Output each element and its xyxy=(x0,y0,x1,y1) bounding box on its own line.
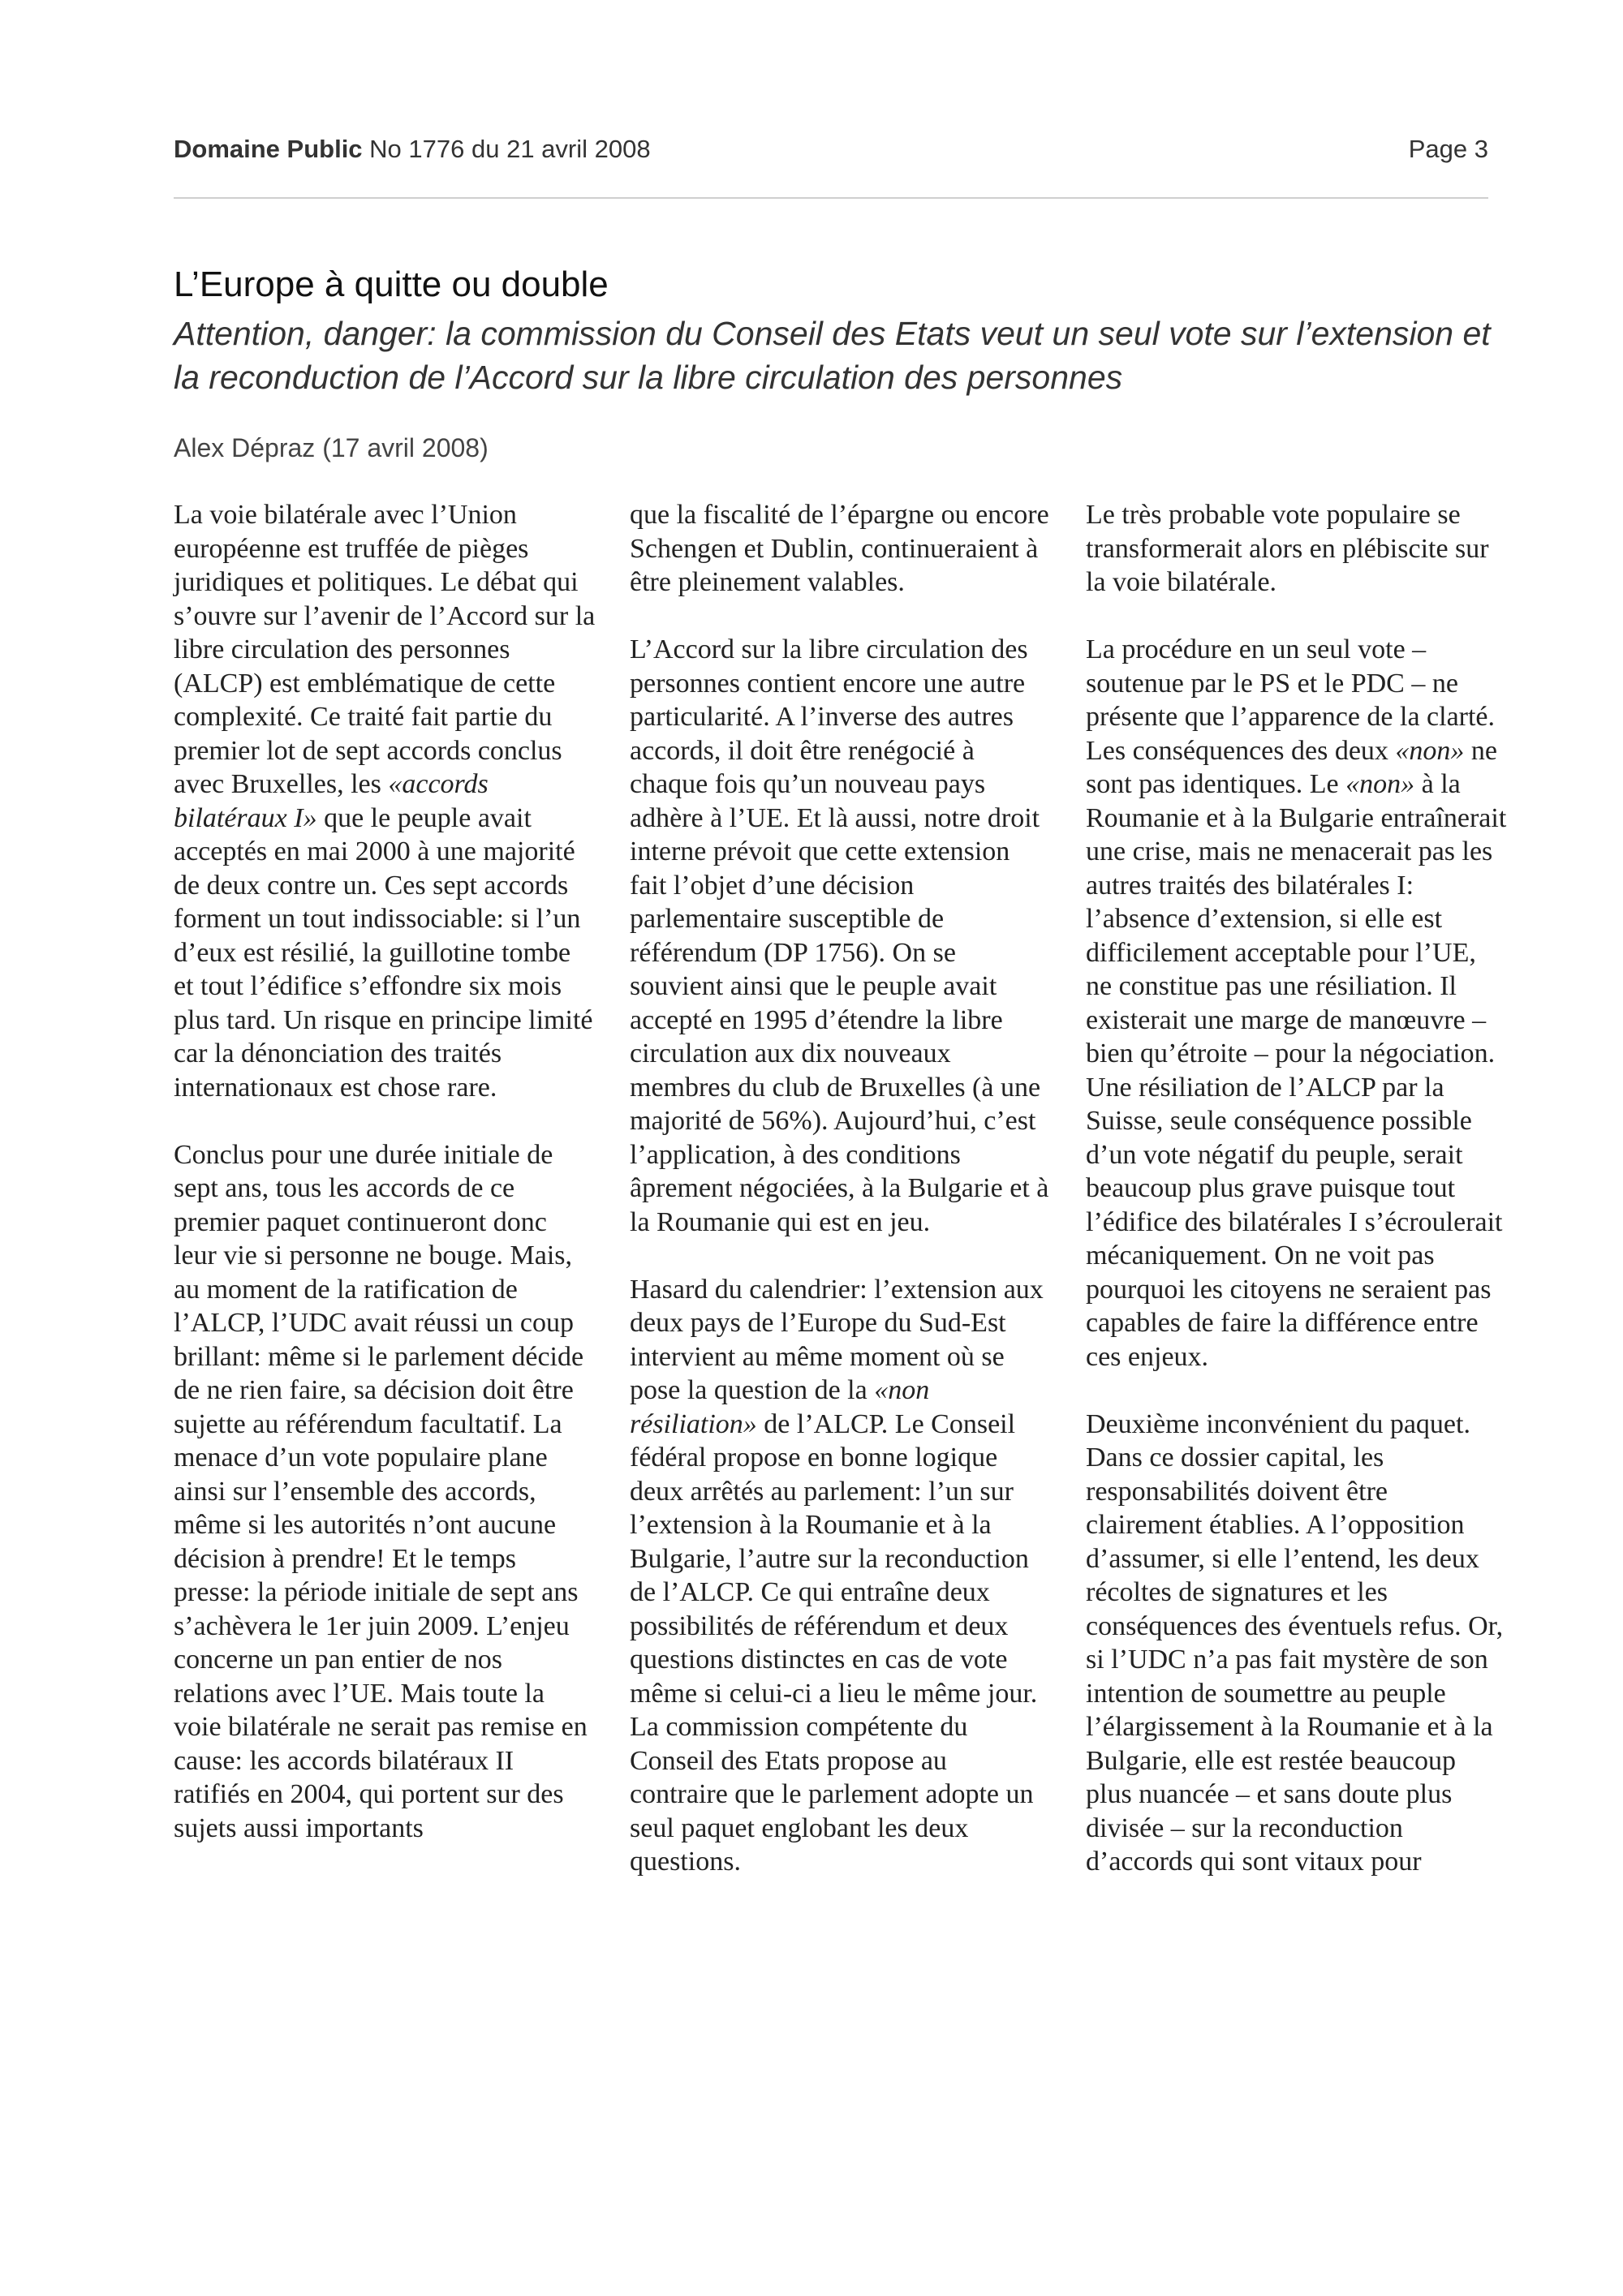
paragraph: Conclus pour une durée initiale de sept ans, tous les accords de ce premier paquet continueront donc leur vie si personne ne bouge. Mais, au moment de la ratification de l’ALCP, l’UDC avait réussi un coup brillant: même si le parlement décide de ne rien faire, sa décision doit être sujette au référendum facultatif. La menace d’un vote populaire plane ainsi sur l’ensemble des accords, même si les autorités n’ont aucune décision à prendre! Et le temps presse: la période initiale de sept ans s’achèvera le 1er juin 2009. L’enjeu concerne un pan entier de nos relations avec l’UE. Mais toute la voie bilatérale ne serait pas remise en cause: les accords bilatéraux II ratifiés en 2004, qui portent sur des sujets aussi importants xyxy=(174,1139,588,1843)
article-byline: Alex Dépraz (17 avril 2008) xyxy=(174,433,489,462)
header-divider xyxy=(174,197,1488,199)
page-header xyxy=(174,135,1488,170)
text-column-2 xyxy=(630,498,1052,1879)
quoted-term: «non» xyxy=(1345,769,1415,799)
quoted-term: «accords bilatéraux I» xyxy=(174,769,489,833)
paragraph: Deuxième inconvénient du paquet. Dans ce dossier capital, les responsabilités doivent être clairement établies. A l’opposition d’assumer, si elle l’entend, les deux récoltes de signatures et les conséquences des éventuels refus. Or, si l’UDC n’a pas fait mystère de son intention de soumettre au peuple l’élargissement à la Roumanie et à la Bulgarie, elle est restée beaucoup plus nuancée – et sans doute plus divisée – sur la reconduction d’accords qui sont vitaux pour xyxy=(1086,1408,1504,1877)
page-number: Page 3 xyxy=(1408,135,1488,163)
paragraph: Hasard du calendrier: l’extension aux deux pays de l’Europe du Sud-Est intervient au même moment où se pose la question de la «non résiliation» de l’ALCP. Le Conseil fédéral propose en bonne logique deux arrêtés au parlement: l’un sur l’extension à la Roumanie et à la Bulgarie, l’autre sur la reconduction de l’ALCP. Ce qui entraîne deux possibilités de référendum et deux questions distinctes en cas de vote même si celui-ci a lieu le même jour. La commission compétente du Conseil des Etats propose au contraire que le parlement adopte un seul paquet englobant les deux questions. xyxy=(630,1274,1044,1877)
quoted-term: «non» xyxy=(1395,735,1465,766)
paragraph: La voie bilatérale avec l’Union européenne est truffée de pièges juridiques et politiques. Le débat qui s’ouvre sur l’avenir de l’Accord sur la libre circulation des personnes (ALCP) est emblématique de cette complexité. Ce traité fait partie du premier lot de sept accords conclus avec Bruxelles, les «accords bilatéraux I» que le peuple avait acceptés en mai 2000 à une majorité de deux contre un. Ces sept accords forment un tout indissociable: si l’un d’eux est résilié, la guillotine tombe et tout l’édifice s’effondre six mois plus tard. Un risque en principe limité car la dénonciation des traités internationaux est chose rare. xyxy=(174,500,596,1103)
text-column-1 xyxy=(174,498,596,1845)
paragraph: L’Accord sur la libre circulation des personnes contient encore une autre particularité. A l’inverse des autres accords, il doit être renégocié à chaque fois qu’un nouveau pays adhère à l’UE. Et là aussi, notre droit interne prévoit que cette extension fait l’objet d’une décision parlementaire susceptible de référendum (DP 1756). On se souvient ainsi que le peuple avait accepté en 1995 d’étendre la libre circulation aux dix nouveaux membres du club de Bruxelles (à une majorité de 56%). Aujourd’hui, c’est l’application, à des conditions âprement négociées, à la Bulgarie et à la Roumanie qui est en jeu. xyxy=(630,634,1049,1237)
quoted-term: «non résiliation» xyxy=(630,1375,930,1439)
paragraph: que la fiscalité de l’épargne ou encore Schengen et Dublin, continueraient à être pleinement valables. xyxy=(630,500,1049,597)
paragraph: Le très probable vote populaire se transformerait alors en plébiscite sur la voie bilatérale. xyxy=(1086,500,1489,597)
text-column-3 xyxy=(1086,498,1508,1879)
issue-info: No 1776 du 21 avril 2008 xyxy=(369,135,651,163)
paragraph: La procédure en un seul vote – soutenue par le PS et le PDC – ne présente que l’apparence de la clarté. Les conséquences des deux «non» ne sont pas identiques. Le «non» à la Roumanie et à la Bulgarie entraînerait une crise, mais ne menacerait pas les autres traités des bilatérales I: l’absence d’extension, si elle est difficilement acceptable pour l’UE, ne constitue pas une résiliation. Il existerait une marge de manœuvre – bien qu’étroite – pour la négociation. Une résiliation de l’ALCP par la Suisse, seule conséquence possible d’un vote négatif du peuple, serait beaucoup plus grave puisque tout l’édifice des bilatérales I s’écroulerait mécaniquement. On ne voit pas pourquoi les citoyens ne seraient pas capables de faire la différence entre ces enjeux. xyxy=(1086,634,1507,1372)
article-title: L’Europe à quitte ou double xyxy=(174,264,609,304)
publication-name: Domaine Public xyxy=(174,135,363,163)
article-subtitle: Attention, danger: la commission du Conseil des Etats veut un seul vote sur l’extension et la reconduction de l’Accord sur la libre circulation des personnes xyxy=(174,315,1491,396)
